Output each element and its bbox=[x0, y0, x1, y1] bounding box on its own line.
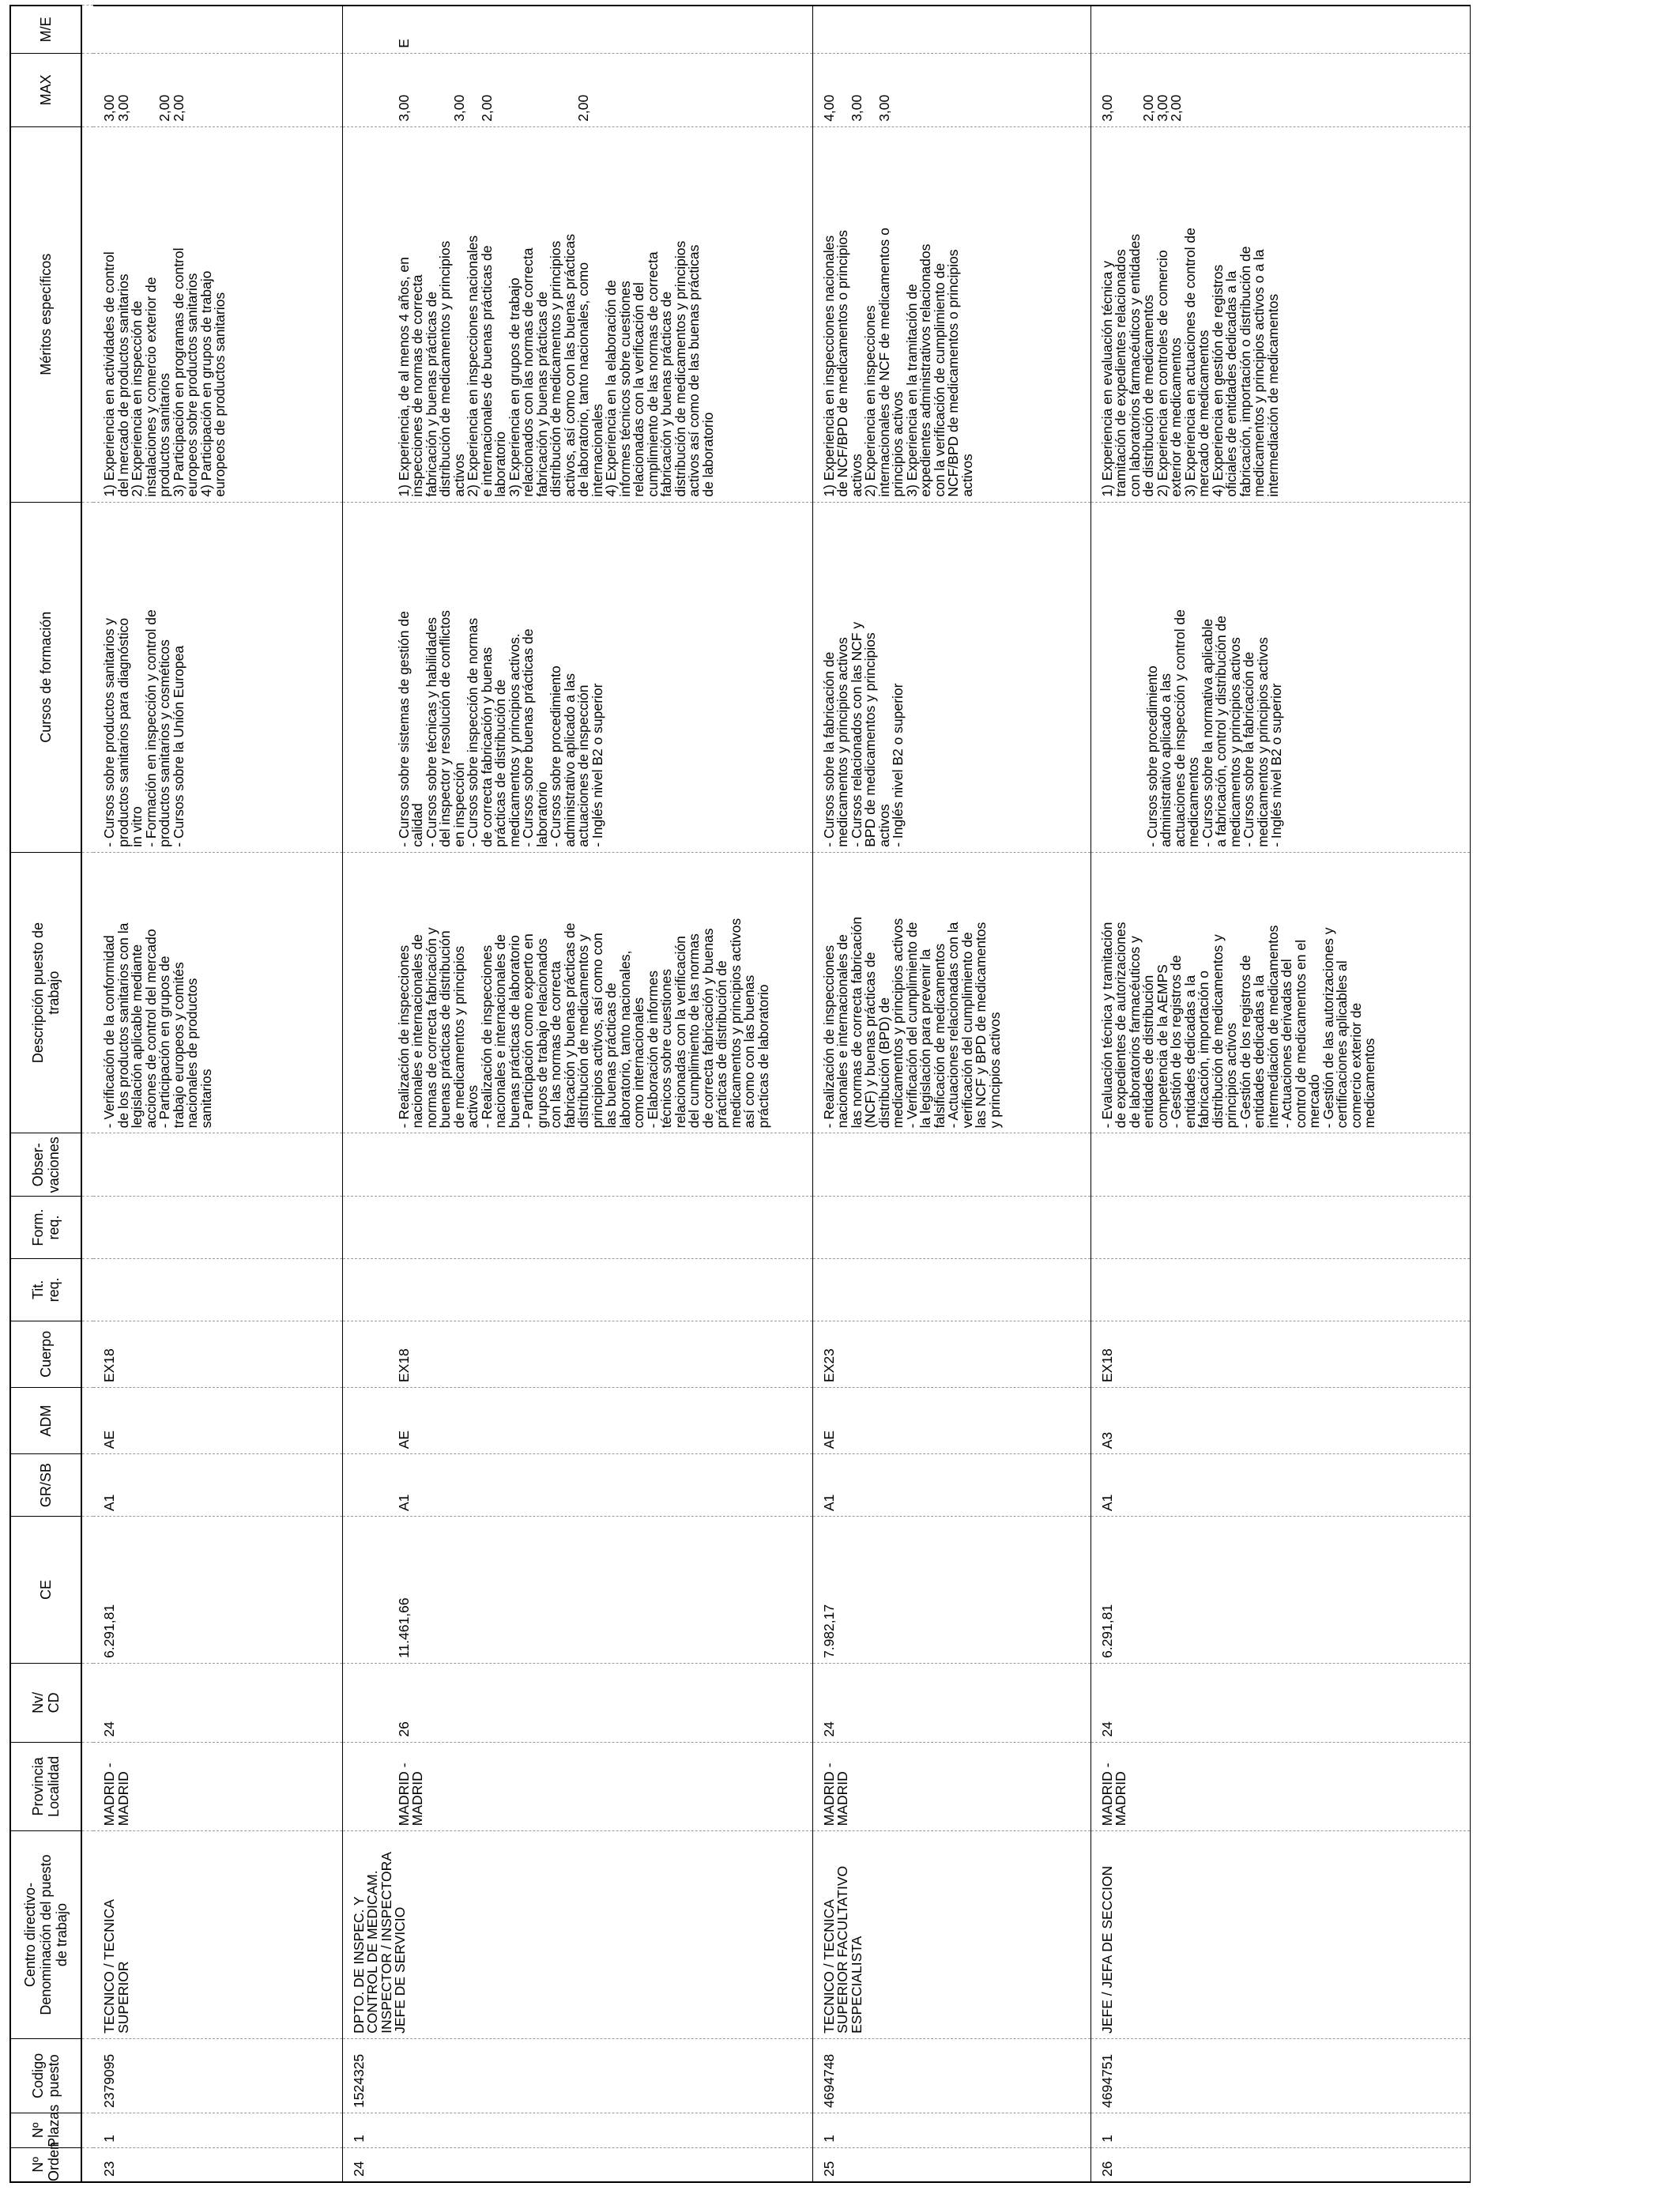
job-positions-table bbox=[9, 5, 1471, 2183]
obs-cell bbox=[812, 1133, 1090, 1197]
header-row bbox=[10, 6, 81, 2182]
header-provincia: Provincia Localidad bbox=[10, 1742, 81, 1831]
header-cursos: Cursos de formación bbox=[10, 502, 81, 852]
form-cell bbox=[1090, 1197, 1470, 1259]
ce-cell: 6.291,81 bbox=[93, 1517, 342, 1664]
descripcion-cell: - Verificación de la conformidad de los productos sanitarios con la legislación aplicable mediante acciones de control del mercado - Participación en grupos de trabajo europeos y comités nacionales de productos sanitarios bbox=[93, 852, 342, 1133]
table-row bbox=[93, 6, 342, 2182]
provincia-cell: MADRID - MADRID bbox=[342, 1742, 812, 1831]
tit-cell bbox=[1090, 1259, 1470, 1321]
table-row bbox=[812, 6, 1090, 2182]
header-descripcion: Descripción puesto de trabajo bbox=[10, 852, 81, 1133]
centro-cell: TECNICO / TECNICA SUPERIOR FACULTATIVO ESPECIALISTA bbox=[812, 1831, 1090, 2039]
header-grupo: GR/SB bbox=[10, 1454, 81, 1517]
header-max: MAX bbox=[10, 53, 81, 126]
adm-cell: A3 bbox=[1090, 1388, 1470, 1454]
meritos-cell: 1) Experiencia, de al menos 4 años, en inspecciones de normas de correcta fabricación y buenas prácticas de distribución de medicamentos y principios activos 2) Experiencia en inspecciones nacionales e internacionales de buenas prácticas de laboratorio 3) Experiencia en grupos de trabajo relacionados con las normas de correcta fabricación y buenas prácticas de distribución de medicamentos y principios activos, así como con las buenas prácticas de laboratorio, tanto nacionales, como internacionales 4) Experiencia en la elaboración de informes técnicos sobre cuestiones relacionadas con la verificación del cumplimiento de las normas de correcta fabricación y buenas prácticas de distribución de medicamentos y principios activos así como de las buenas prácticas de laboratorio bbox=[342, 126, 812, 502]
orden-cell: 25 bbox=[812, 2147, 1090, 2182]
header-tit: Tit. req. bbox=[10, 1259, 81, 1321]
plazas-cell: 1 bbox=[342, 2113, 812, 2147]
table-row bbox=[1090, 6, 1470, 2182]
ce-cell: 7.982,17 bbox=[812, 1517, 1090, 1664]
header-nivel: Nv/ CD bbox=[10, 1664, 81, 1743]
spacer-row bbox=[81, 6, 93, 2182]
obs-cell bbox=[342, 1133, 812, 1197]
max-cell: 4,00 3,00 3,00 bbox=[812, 53, 1090, 126]
descripcion-cell: - Realización de inspecciones nacionales e internacionales de las normas de correcta fabricación (NCF) y buenas prácticas de distribución (BPD) de medicamentos y principios activos - Verificación del cumplimiento de la legislación para prevenir la falsificación de medicamentos - Actuaciones relacionadas con la verificación del cumplimiento de las NCF y BPD de medicamentos y principios activos bbox=[812, 852, 1090, 1133]
cursos-cell: - Cursos sobre procedimiento administrativo aplicado a las actuaciones de inspección y control de medicamentos - Cursos sobre la normativa aplicable a fabricación, control y distribución de medicamentos y principios activos - Cursos sobre la fabricación de medicamentos y principios activos - Inglés nivel B2 o superior bbox=[1090, 502, 1470, 852]
header-codigo: Codigo puesto bbox=[10, 2038, 81, 2113]
rotated-page bbox=[9, 5, 1490, 2183]
grupo-cell: A1 bbox=[93, 1454, 342, 1517]
form-cell bbox=[342, 1197, 812, 1259]
nivel-cell: 24 bbox=[1090, 1664, 1470, 1743]
grupo-cell: A1 bbox=[1090, 1454, 1470, 1517]
table-row bbox=[342, 6, 812, 2182]
tit-cell bbox=[342, 1259, 812, 1321]
plazas-cell: 1 bbox=[93, 2113, 342, 2147]
obs-cell bbox=[1090, 1133, 1470, 1197]
cursos-cell: - Cursos sobre productos sanitarios y productos sanitarios para diagnóstico in vitro - Formación en inspección y control de productos sanitarios y cosméticos - Cursos sobre la Unión Europea bbox=[93, 502, 342, 852]
nivel-cell: 24 bbox=[93, 1664, 342, 1743]
centro-cell: TECNICO / TECNICA SUPERIOR bbox=[93, 1831, 342, 2039]
orden-cell: 23 bbox=[93, 2147, 342, 2182]
grupo-cell: A1 bbox=[812, 1454, 1090, 1517]
provincia-cell: MADRID - MADRID bbox=[812, 1742, 1090, 1831]
me-cell bbox=[93, 6, 342, 53]
cuerpo-cell: EX18 bbox=[342, 1321, 812, 1387]
me-cell: E bbox=[342, 6, 812, 53]
max-cell: 3,00 2,00 3,00 2,00 bbox=[1090, 53, 1470, 126]
codigo-cell: 4694751 bbox=[1090, 2038, 1470, 2113]
orden-cell: 24 bbox=[342, 2147, 812, 2182]
meritos-cell: 1) Experiencia en actividades de control del mercado de productos sanitarios 2) Experiencia en inspección de instalaciones y comercio exterior de productos sanitarios 3) Participación en programas de control europeos sobre productos sanitarios 4) Participación en grupos de trabajo europeos de productos sanitarios bbox=[93, 126, 342, 502]
meritos-cell: 1) Experiencia en inspecciones nacionales de NCF/BPD de medicamentos o principios activos 2) Experiencia en inspecciones internacionales de NCF de medicamentos o principios activos 3) Experiencia en la tramitación de expedientes administrativos relacionados con la verificación de cumplimiento de NCF/BPD de medicamentos o principios activos bbox=[812, 126, 1090, 502]
plazas-cell: 1 bbox=[1090, 2113, 1470, 2147]
form-cell bbox=[812, 1197, 1090, 1259]
adm-cell: AE bbox=[93, 1388, 342, 1454]
cuerpo-cell: EX18 bbox=[93, 1321, 342, 1387]
cursos-cell: - Cursos sobre la fabricación de medicamentos y principios activos - Cursos relacionados con las NCF y BPD de medicamentos y principios activos - Inglés nivel B2 o superior bbox=[812, 502, 1090, 852]
header-adm: ADM bbox=[10, 1388, 81, 1454]
plazas-cell: 1 bbox=[812, 2113, 1090, 2147]
header-orden: Nº Orden bbox=[10, 2147, 81, 2182]
tit-cell bbox=[93, 1259, 342, 1321]
header-form: Form. req. bbox=[10, 1197, 81, 1259]
descripcion-cell: - Evaluación técnica y tramitación de expedientes de autorizaciones de laboratorios farmacéuticos y entidades de distribución competencia de la AEMPS - Gestión de los registros de entidades dedicadas a la fabricación, importación o distribución de medicamentos y principios activos - Gestión de los registros de entidades dedicadas a la intermediación de medicamentos - Actuaciones derivadas del control de medicamentos en el mercado - Gestión de las autorizaciones y certificaciones aplicables al comercio exterior de medicamentos bbox=[1090, 852, 1470, 1133]
header-centro: Centro directivo- Denominación del puesto de trabajo bbox=[10, 1831, 81, 2039]
nivel-cell: 24 bbox=[812, 1664, 1090, 1743]
me-cell bbox=[812, 6, 1090, 53]
centro-cell: JEFE / JEFA DE SECCION bbox=[1090, 1831, 1470, 2039]
cuerpo-cell: EX23 bbox=[812, 1321, 1090, 1387]
codigo-cell: 4694748 bbox=[812, 2038, 1090, 2113]
adm-cell: AE bbox=[342, 1388, 812, 1454]
header-plazas: Nº Plazas bbox=[10, 2113, 81, 2147]
header-me: M/E bbox=[10, 6, 81, 53]
grupo-cell: A1 bbox=[342, 1454, 812, 1517]
header-ce: CE bbox=[10, 1517, 81, 1664]
descripcion-cell: - Realización de inspecciones nacionales e internacionales de normas de correcta fabricación y buenas prácticas de distribución de medicamentos y principios activos - Realización de inspecciones nacionales e internacionales de buenas prácticas de laboratorio - Participación como experto en grupos de trabajo relacionados con las normas de correcta fabricación y buenas prácticas de distribución de medicamentos y principios activos, así como con las buenas prácticas de laboratorio, tanto nacionales, como internacionales - Elaboración de informes técnicos sobre cuestiones relacionadas con la verificación del cumplimiento de las normas de correcta fabricación y buenas prácticas de distribución de medicamentos y principios activos así como con las buenas prácticas de laboratorio bbox=[342, 852, 812, 1133]
adm-cell: AE bbox=[812, 1388, 1090, 1454]
form-cell bbox=[93, 1197, 342, 1259]
cuerpo-cell: EX18 bbox=[1090, 1321, 1470, 1387]
provincia-cell: MADRID - MADRID bbox=[1090, 1742, 1470, 1831]
header-obs: Obser- vaciones bbox=[10, 1133, 81, 1197]
meritos-cell: 1) Experiencia en evaluación técnica y tramitación de expedientes relacionados con laboratorios farmacéuticos y entidades de distribución de medicamentos 2) Experiencia en controles de comercio exterior de medicamentos 3) Experiencia en actuaciones de control de mercado de medicamentos 4) Experiencia en gestión de registros oficiales de entidades dedicadas a la fabricación, importación o distribución de medicamentos y principios activos o a la intermediación de medicamentos bbox=[1090, 126, 1470, 502]
ce-cell: 6.291,81 bbox=[1090, 1517, 1470, 1664]
cursos-cell: - Cursos sobre sistemas de gestión de calidad - Cursos sobre técnicas y habilidades del inspector y resolución de conflictos en inspección - Cursos sobre inspección de normas de correcta fabricación y buenas prácticas de distribución de medicamentos y principios activos. - Cursos sobre buenas prácticas de laboratorio - Cursos sobre procedimiento administrativo aplicado a las actuaciones de inspección - Inglés nivel B2 o superior bbox=[342, 502, 812, 852]
me-cell bbox=[1090, 6, 1470, 53]
provincia-cell: MADRID - MADRID bbox=[93, 1742, 342, 1831]
centro-cell: DPTO. DE INSPEC. Y CONTROL DE MEDICAM. INSPECTOR / INSPECTORA JEFE DE SERVICIO bbox=[342, 1831, 812, 2039]
obs-cell bbox=[93, 1133, 342, 1197]
codigo-cell: 2379095 bbox=[93, 2038, 342, 2113]
orden-cell: 26 bbox=[1090, 2147, 1470, 2182]
max-cell: 3,00 3,00 2,00 2,00 bbox=[342, 53, 812, 126]
codigo-cell: 1524325 bbox=[342, 2038, 812, 2113]
header-cuerpo: Cuerpo bbox=[10, 1321, 81, 1387]
ce-cell: 11.461,66 bbox=[342, 1517, 812, 1664]
tit-cell bbox=[812, 1259, 1090, 1321]
header-meritos: Méritos específicos bbox=[10, 126, 81, 502]
nivel-cell: 26 bbox=[342, 1664, 812, 1743]
max-cell: 3,00 3,00 2,00 2,00 bbox=[93, 53, 342, 126]
